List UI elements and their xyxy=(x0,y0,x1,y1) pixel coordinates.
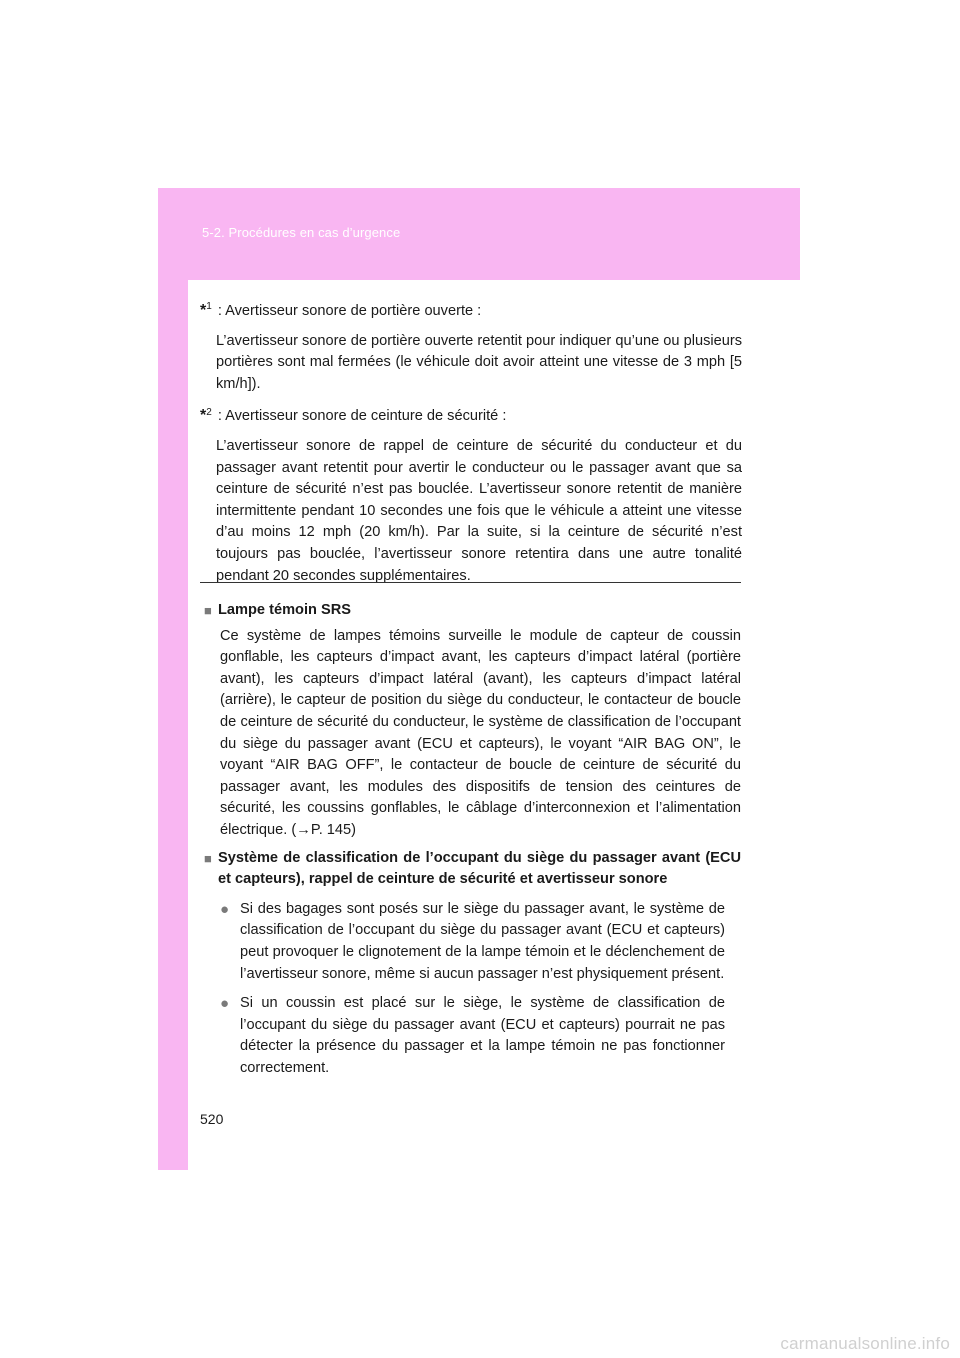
round-bullet-icon: ● xyxy=(220,900,230,918)
section-title: 5-2. Procédures en cas d’urgence xyxy=(202,225,401,240)
note-heading xyxy=(200,300,742,323)
note-heading xyxy=(200,405,742,428)
note-body: L’avertisseur sonore de rappel de ceinture de sécurité du conducteur et du passager avant retentit pour avertir le conducteur ou le passager avant que sa ceinture de sécurité n’est pas bouclée. L’avertisseur sonore retentit de manière intermittente pendant 10 secondes une fois que le véhicule a atteint une vitesse d’au moins 12 mph (20 km/h). Par la suite, si la ceinture de sécurité n’est toujours pas bouclée, l’avertisseur sonore retentira dans une autre tonalité pendant 20 secondes supplémentaires. xyxy=(216,437,742,584)
square-bullet-icon: ■ xyxy=(204,850,212,866)
watermark: carmanualsonline.info xyxy=(780,1334,950,1353)
list-item-text: Si un coussin est placé sur le siège, le système de classification de l’occupant du siège du passager avant (ECU et capteurs) pourrait ne pas détecter la présence du passager et la lampe témoin ne pas fonctionner correctement. xyxy=(240,995,725,1076)
footnote-asterisk: * xyxy=(200,302,207,319)
info-area xyxy=(204,600,741,1085)
chapter-side-band xyxy=(158,280,188,1170)
info-heading-text: Système de classification de l’occupant du siège du passager avant (ECU et capteurs), rappel de ceinture de sécurité et avertisseur sonore xyxy=(218,849,741,888)
notes-area xyxy=(200,300,742,597)
page-number: 520 xyxy=(200,1111,224,1127)
note-seatbelt-buzzer xyxy=(200,405,742,587)
round-bullet-icon: ● xyxy=(220,995,230,1013)
footnote-asterisk: * xyxy=(200,407,207,425)
list-item xyxy=(220,899,741,985)
info-heading-text: Lampe témoin SRS xyxy=(218,602,351,618)
note-body: L’avertisseur sonore de portière ouverte retentit pour indiquer qu’une ou plusieurs portières sont mal fermées (le véhicule doit avoir atteint une vitesse de 3 mph [5 km/h]). xyxy=(216,332,742,392)
footnote-number: 2 xyxy=(206,406,212,418)
info-section-srs-lamp xyxy=(204,600,741,842)
section-divider xyxy=(200,582,741,583)
square-bullet-icon: ■ xyxy=(204,603,212,618)
list-item xyxy=(220,993,741,1079)
info-heading xyxy=(204,600,741,622)
note-title: : Avertisseur sonore de ceinture de sécurité : xyxy=(217,408,507,425)
note-door-buzzer xyxy=(200,300,742,395)
info-paragraph: Ce système de lampes témoins surveille le module de capteur de coussin gonflable, les capteurs d’impact avant, les capteurs d’impact latéral (portière avant), les capteurs d’impact latéral (avant), les capteurs d’impact latéral (arrière), le capteur de position du siège du conducteur, le contacteur de boucle de ceinture de sécurité du conducteur, le système de classification de l’occupant du siège du passager avant (ECU et capteurs), le voyant “AIR BAG ON”, le voyant “AIR BAG OFF”, le contacteur de boucle de ceinture de sécurité du passager avant, les modules des dispositifs de tension des ceintures de sécurité, les coussins gonflables, le câblage d’interconnexion et l’alimentation électrique. (→P. 145) xyxy=(220,627,741,838)
info-section-occupant-classification xyxy=(204,848,741,1080)
info-heading xyxy=(204,848,741,891)
footnote-number: 1 xyxy=(206,301,212,313)
note-title: : Avertisseur sonore de portière ouverte : xyxy=(217,303,482,319)
list-item-text: Si des bagages sont posés sur le siège du passager avant, le système de classification de l’occupant du siège du passager avant (ECU et capteurs) peut provoquer le clignotement de la lampe témoin et le déclenchement de l’avertisseur sonore, même si aucun passager n’est physiquement présent. xyxy=(240,900,725,982)
